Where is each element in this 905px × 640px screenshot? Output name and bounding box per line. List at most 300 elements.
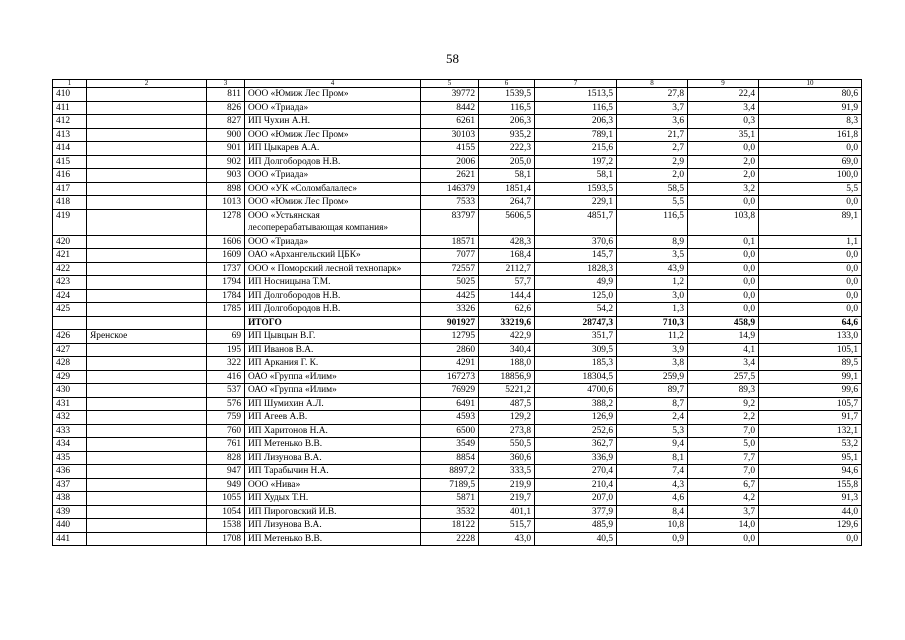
- area-cell: [87, 532, 207, 546]
- col7-cell: 1593,5: [535, 182, 617, 196]
- table-row: [53, 169, 862, 183]
- area-cell: [87, 438, 207, 452]
- col8-cell: 5,5: [617, 196, 688, 210]
- col8-cell: 21,7: [617, 128, 688, 142]
- row-number: 418: [53, 196, 87, 210]
- col8-cell: 27,8: [617, 88, 688, 102]
- col6-cell: 1851,4: [479, 182, 535, 196]
- area-cell: [87, 357, 207, 371]
- col8-cell: 2,9: [617, 155, 688, 169]
- col6-cell: 1539,5: [479, 88, 535, 102]
- col10-cell: 129,6: [759, 519, 862, 533]
- col6-cell: 57,7: [479, 276, 535, 290]
- row-number: 432: [53, 411, 87, 425]
- col10-cell: 0,0: [759, 303, 862, 317]
- col9-cell: 2,2: [688, 411, 759, 425]
- col5-cell: 12795: [421, 330, 479, 344]
- table-row: [53, 384, 862, 398]
- area-cell: [87, 155, 207, 169]
- table-row: [53, 519, 862, 533]
- area-cell: [87, 88, 207, 102]
- area-cell: [87, 370, 207, 384]
- col9-cell: 6,7: [688, 478, 759, 492]
- name-cell: ИП Цыкарев А.А.: [245, 142, 421, 156]
- col7-cell: 485,9: [535, 519, 617, 533]
- col7-cell: 58,1: [535, 169, 617, 183]
- col5-cell: 83797: [421, 209, 479, 235]
- col5-cell: 6261: [421, 115, 479, 129]
- code-cell: 69: [207, 330, 245, 344]
- name-cell: ООО «Юмиж Лес Пром»: [245, 88, 421, 102]
- col6-cell: 219,7: [479, 492, 535, 506]
- col7-cell: 49,9: [535, 276, 617, 290]
- code-cell: 576: [207, 397, 245, 411]
- col9-cell: 0,0: [688, 276, 759, 290]
- col7-cell: 370,6: [535, 235, 617, 249]
- code-cell: 903: [207, 169, 245, 183]
- col9-cell: 0,0: [688, 303, 759, 317]
- col10-cell: 95,1: [759, 451, 862, 465]
- area-cell: [87, 115, 207, 129]
- row-number: 435: [53, 451, 87, 465]
- col6-cell: 58,1: [479, 169, 535, 183]
- col5-cell: 7189,5: [421, 478, 479, 492]
- row-number: 426: [53, 330, 87, 344]
- col10-cell: 69,0: [759, 155, 862, 169]
- code-cell: 1013: [207, 196, 245, 210]
- col9-cell: 0,0: [688, 142, 759, 156]
- total-cell: 710,3: [617, 316, 688, 330]
- code-cell: 1054: [207, 505, 245, 519]
- area-cell: [87, 128, 207, 142]
- code-cell: 1737: [207, 262, 245, 276]
- name-cell: ОАО «Архангельский ЦБК»: [245, 249, 421, 263]
- area-cell: [87, 343, 207, 357]
- col9-cell: 7,0: [688, 424, 759, 438]
- total-cell: 458,9: [688, 316, 759, 330]
- col6-cell: 5221,2: [479, 384, 535, 398]
- name-cell: ООО «Юмиж Лес Пром»: [245, 128, 421, 142]
- col8-cell: 58,5: [617, 182, 688, 196]
- col10-cell: 161,8: [759, 128, 862, 142]
- name-cell: ООО « Поморский лесной технопарк»: [245, 262, 421, 276]
- col8-cell: 8,4: [617, 505, 688, 519]
- name-cell: ИП Лизунова В.А.: [245, 519, 421, 533]
- area-cell: [87, 209, 207, 235]
- table-row: [53, 505, 862, 519]
- total-cell: 64,6: [759, 316, 862, 330]
- name-cell: ИП Носницына Т.М.: [245, 276, 421, 290]
- row-number: 430: [53, 384, 87, 398]
- col6-cell: 206,3: [479, 115, 535, 129]
- col10-cell: 133,0: [759, 330, 862, 344]
- col7-cell: 1513,5: [535, 88, 617, 102]
- total-cell: 33219,6: [479, 316, 535, 330]
- table-row: [53, 276, 862, 290]
- table-row: [53, 370, 862, 384]
- row-number: 427: [53, 343, 87, 357]
- col8-cell: 89,7: [617, 384, 688, 398]
- col6-cell: 129,2: [479, 411, 535, 425]
- area-cell: [87, 169, 207, 183]
- col6-cell: 43,0: [479, 532, 535, 546]
- col6-cell: 515,7: [479, 519, 535, 533]
- code-cell: 537: [207, 384, 245, 398]
- col8-cell: 11,2: [617, 330, 688, 344]
- col9-cell: 0,0: [688, 249, 759, 263]
- code-cell: 761: [207, 438, 245, 452]
- col8-cell: 259,9: [617, 370, 688, 384]
- col10-cell: 1,1: [759, 235, 862, 249]
- col9-cell: 3,7: [688, 505, 759, 519]
- col6-cell: 401,1: [479, 505, 535, 519]
- area-cell: [87, 196, 207, 210]
- col10-cell: 0,0: [759, 289, 862, 303]
- col7-cell: 4851,7: [535, 209, 617, 235]
- col10-cell: 0,0: [759, 532, 862, 546]
- col9-cell: 3,4: [688, 101, 759, 115]
- row-number: 414: [53, 142, 87, 156]
- col9-cell: 22,4: [688, 88, 759, 102]
- col8-cell: 3,0: [617, 289, 688, 303]
- code-cell: 1784: [207, 289, 245, 303]
- col10-cell: 0,0: [759, 262, 862, 276]
- col5-cell: 72557: [421, 262, 479, 276]
- row-number: 439: [53, 505, 87, 519]
- col9-cell: 2,0: [688, 155, 759, 169]
- area-cell: [87, 384, 207, 398]
- table-row: [53, 88, 862, 102]
- col6-cell: 360,6: [479, 451, 535, 465]
- col5-cell: 4155: [421, 142, 479, 156]
- name-cell: ООО «Триада»: [245, 169, 421, 183]
- col7-cell: 4700,6: [535, 384, 617, 398]
- col7-cell: 252,6: [535, 424, 617, 438]
- col5-cell: 7533: [421, 196, 479, 210]
- row-number: 434: [53, 438, 87, 452]
- table-row: [53, 262, 862, 276]
- code-cell: 416: [207, 370, 245, 384]
- col8-cell: 3,7: [617, 101, 688, 115]
- col7-cell: 54,2: [535, 303, 617, 317]
- row-number: 423: [53, 276, 87, 290]
- area-cell: [87, 519, 207, 533]
- table-row: [53, 357, 862, 371]
- table-row: [53, 465, 862, 479]
- col5-cell: 76929: [421, 384, 479, 398]
- name-cell: ИП Метенько В.В.: [245, 532, 421, 546]
- table-row: [53, 128, 862, 142]
- col7-cell: 125,0: [535, 289, 617, 303]
- table-row: [53, 142, 862, 156]
- area-cell: [87, 465, 207, 479]
- col8-cell: 3,9: [617, 343, 688, 357]
- name-cell: ИП Лизунова В.А.: [245, 451, 421, 465]
- total-cell: [207, 316, 245, 330]
- row-number: 437: [53, 478, 87, 492]
- col9-cell: 4,2: [688, 492, 759, 506]
- col9-cell: 257,5: [688, 370, 759, 384]
- col5-cell: 4291: [421, 357, 479, 371]
- area-cell: [87, 262, 207, 276]
- code-cell: 902: [207, 155, 245, 169]
- row-number: 440: [53, 519, 87, 533]
- row-number: 415: [53, 155, 87, 169]
- col7-cell: 126,9: [535, 411, 617, 425]
- header-row: [53, 80, 862, 88]
- col7-cell: 309,5: [535, 343, 617, 357]
- col8-cell: 3,8: [617, 357, 688, 371]
- row-number: 419: [53, 209, 87, 235]
- code-cell: 195: [207, 343, 245, 357]
- col5-cell: 5871: [421, 492, 479, 506]
- row-number: 428: [53, 357, 87, 371]
- area-cell: [87, 303, 207, 317]
- row-number: 421: [53, 249, 87, 263]
- col9-cell: 14,9: [688, 330, 759, 344]
- col6-cell: 422,9: [479, 330, 535, 344]
- name-cell: ООО «Триада»: [245, 101, 421, 115]
- table-row: [53, 478, 862, 492]
- code-cell: 947: [207, 465, 245, 479]
- col9-cell: 35,1: [688, 128, 759, 142]
- col10-cell: 99,1: [759, 370, 862, 384]
- col5-cell: 2860: [421, 343, 479, 357]
- row-number: 431: [53, 397, 87, 411]
- col6-cell: 550,5: [479, 438, 535, 452]
- col5-cell: 3326: [421, 303, 479, 317]
- col9-cell: 3,2: [688, 182, 759, 196]
- area-cell: [87, 235, 207, 249]
- total-cell: [87, 316, 207, 330]
- col6-cell: 168,4: [479, 249, 535, 263]
- col10-cell: 91,9: [759, 101, 862, 115]
- col10-cell: 94,6: [759, 465, 862, 479]
- col10-cell: 105,7: [759, 397, 862, 411]
- col8-cell: 3,6: [617, 115, 688, 129]
- col8-cell: 5,3: [617, 424, 688, 438]
- column-number-10: 10: [759, 80, 862, 88]
- code-cell: 322: [207, 357, 245, 371]
- col5-cell: 5025: [421, 276, 479, 290]
- col5-cell: 30103: [421, 128, 479, 142]
- code-cell: 826: [207, 101, 245, 115]
- col10-cell: 99,6: [759, 384, 862, 398]
- col5-cell: 6500: [421, 424, 479, 438]
- table-row: [53, 451, 862, 465]
- code-cell: 898: [207, 182, 245, 196]
- name-cell: ИП Шумихин А.Л.: [245, 397, 421, 411]
- table-row: [53, 101, 862, 115]
- col5-cell: 8897,2: [421, 465, 479, 479]
- col9-cell: 4,1: [688, 343, 759, 357]
- column-number-4: 4: [245, 80, 421, 88]
- col8-cell: 10,8: [617, 519, 688, 533]
- code-cell: 949: [207, 478, 245, 492]
- name-cell: ИП Пироговский И.В.: [245, 505, 421, 519]
- col10-cell: 0,0: [759, 142, 862, 156]
- area-cell: [87, 397, 207, 411]
- name-cell: ООО «УК «Соломбалалес»: [245, 182, 421, 196]
- col9-cell: 0,0: [688, 532, 759, 546]
- row-number: 412: [53, 115, 87, 129]
- col9-cell: 9,2: [688, 397, 759, 411]
- code-cell: 1708: [207, 532, 245, 546]
- table-row: [53, 196, 862, 210]
- code-cell: 1609: [207, 249, 245, 263]
- column-number-1: 1: [53, 80, 87, 88]
- row-number: 438: [53, 492, 87, 506]
- name-cell: ИП Долгобородов Н.В.: [245, 289, 421, 303]
- name-cell: ИП Долгобородов Н.В.: [245, 303, 421, 317]
- col8-cell: 116,5: [617, 209, 688, 235]
- table-row: [53, 249, 862, 263]
- col5-cell: 2621: [421, 169, 479, 183]
- total-row: [53, 316, 862, 330]
- area-cell: [87, 424, 207, 438]
- col6-cell: 333,5: [479, 465, 535, 479]
- area-cell: [87, 249, 207, 263]
- col5-cell: 4425: [421, 289, 479, 303]
- col6-cell: 5606,5: [479, 209, 535, 235]
- col8-cell: 8,9: [617, 235, 688, 249]
- data-table: [52, 79, 862, 546]
- code-cell: 760: [207, 424, 245, 438]
- col7-cell: 145,7: [535, 249, 617, 263]
- col5-cell: 18571: [421, 235, 479, 249]
- col6-cell: 116,5: [479, 101, 535, 115]
- code-cell: 901: [207, 142, 245, 156]
- col5-cell: 39772: [421, 88, 479, 102]
- col9-cell: 103,8: [688, 209, 759, 235]
- row-number: 436: [53, 465, 87, 479]
- col10-cell: 0,0: [759, 249, 862, 263]
- code-cell: 759: [207, 411, 245, 425]
- col8-cell: 0,9: [617, 532, 688, 546]
- code-cell: 1055: [207, 492, 245, 506]
- name-cell: ООО «Юмиж Лес Пром»: [245, 196, 421, 210]
- col7-cell: 388,2: [535, 397, 617, 411]
- name-cell: ИП Долгобородов Н.В.: [245, 155, 421, 169]
- col8-cell: 1,3: [617, 303, 688, 317]
- row-number: 420: [53, 235, 87, 249]
- table-row: [53, 330, 862, 344]
- col7-cell: 197,2: [535, 155, 617, 169]
- col9-cell: 0,1: [688, 235, 759, 249]
- row-number: 413: [53, 128, 87, 142]
- col7-cell: 185,3: [535, 357, 617, 371]
- col7-cell: 40,5: [535, 532, 617, 546]
- col8-cell: 3,5: [617, 249, 688, 263]
- col8-cell: 1,2: [617, 276, 688, 290]
- col6-cell: 2112,7: [479, 262, 535, 276]
- name-cell: ООО «Нива»: [245, 478, 421, 492]
- col7-cell: 18304,5: [535, 370, 617, 384]
- col9-cell: 5,0: [688, 438, 759, 452]
- col9-cell: 0,0: [688, 196, 759, 210]
- col10-cell: 0,0: [759, 276, 862, 290]
- col8-cell: 4,3: [617, 478, 688, 492]
- col10-cell: 100,0: [759, 169, 862, 183]
- area-cell: [87, 289, 207, 303]
- code-cell: 900: [207, 128, 245, 142]
- col6-cell: 264,7: [479, 196, 535, 210]
- area-cell: [87, 276, 207, 290]
- column-number-6: 6: [479, 80, 535, 88]
- area-cell: [87, 505, 207, 519]
- col5-cell: 2006: [421, 155, 479, 169]
- area-cell: [87, 182, 207, 196]
- col10-cell: 53,2: [759, 438, 862, 452]
- table-row: [53, 397, 862, 411]
- row-number: 410: [53, 88, 87, 102]
- col5-cell: 3532: [421, 505, 479, 519]
- name-cell: ООО «Триада»: [245, 235, 421, 249]
- col10-cell: 80,6: [759, 88, 862, 102]
- col6-cell: 340,4: [479, 343, 535, 357]
- col7-cell: 116,5: [535, 101, 617, 115]
- code-cell: 1606: [207, 235, 245, 249]
- total-cell: [53, 316, 87, 330]
- code-cell: 1794: [207, 276, 245, 290]
- column-number-5: 5: [421, 80, 479, 88]
- column-number-8: 8: [617, 80, 688, 88]
- col7-cell: 206,3: [535, 115, 617, 129]
- table-row: [53, 289, 862, 303]
- col8-cell: 43,9: [617, 262, 688, 276]
- col7-cell: 207,0: [535, 492, 617, 506]
- table-row: [53, 424, 862, 438]
- code-cell: 827: [207, 115, 245, 129]
- row-number: 422: [53, 262, 87, 276]
- col9-cell: 89,3: [688, 384, 759, 398]
- name-cell: ИП Тарабычин Н.А.: [245, 465, 421, 479]
- col7-cell: 270,4: [535, 465, 617, 479]
- col10-cell: 91,3: [759, 492, 862, 506]
- col8-cell: 8,1: [617, 451, 688, 465]
- col6-cell: 219,9: [479, 478, 535, 492]
- row-number: 424: [53, 289, 87, 303]
- area-cell: [87, 492, 207, 506]
- column-number-7: 7: [535, 80, 617, 88]
- col6-cell: 222,3: [479, 142, 535, 156]
- row-number: 411: [53, 101, 87, 115]
- col8-cell: 2,0: [617, 169, 688, 183]
- col10-cell: 0,0: [759, 196, 862, 210]
- name-cell: ООО «Устьянская лесоперерабатывающая компания»: [245, 209, 421, 235]
- col10-cell: 91,7: [759, 411, 862, 425]
- name-cell: ИП Аркания Г. К.: [245, 357, 421, 371]
- col8-cell: 8,7: [617, 397, 688, 411]
- table-row: [53, 209, 862, 235]
- col6-cell: 18856,9: [479, 370, 535, 384]
- page-number: 58: [446, 51, 459, 66]
- col9-cell: 14,0: [688, 519, 759, 533]
- area-cell: [87, 101, 207, 115]
- col10-cell: 5,5: [759, 182, 862, 196]
- code-cell: 828: [207, 451, 245, 465]
- col6-cell: 487,5: [479, 397, 535, 411]
- col8-cell: 2,7: [617, 142, 688, 156]
- col6-cell: 935,2: [479, 128, 535, 142]
- column-number-2: 2: [87, 80, 207, 88]
- table-row: [53, 303, 862, 317]
- area-cell: [87, 142, 207, 156]
- col10-cell: 132,1: [759, 424, 862, 438]
- column-number-9: 9: [688, 80, 759, 88]
- col8-cell: 7,4: [617, 465, 688, 479]
- col7-cell: 789,1: [535, 128, 617, 142]
